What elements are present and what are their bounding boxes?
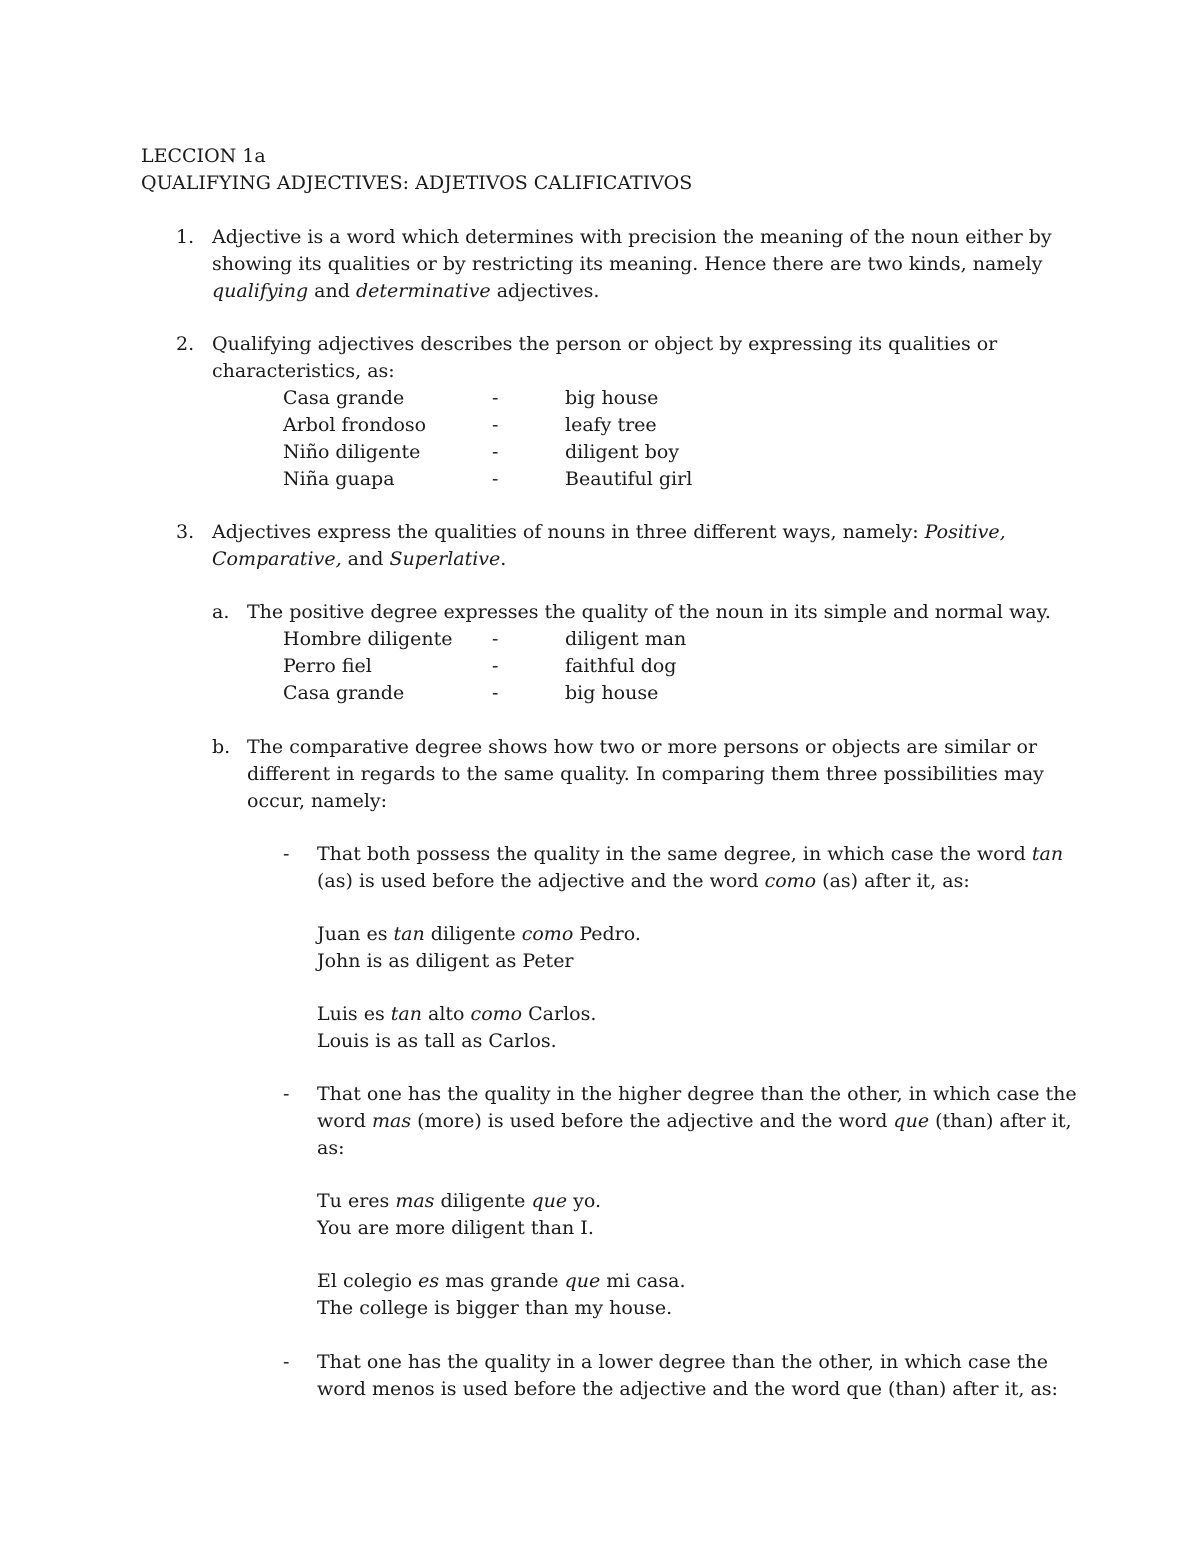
- term-superlative: Superlative: [389, 548, 501, 570]
- example-dash: -: [492, 387, 499, 409]
- term-que: que: [564, 1270, 601, 1292]
- page-title: QUALIFYING ADJECTIVES: ADJETIVOS CALIFICATIVOS: [141, 172, 693, 194]
- sentence-part: Luis es: [317, 1003, 385, 1025]
- example-spanish: Niño diligente: [283, 441, 421, 463]
- term-que: que: [531, 1190, 568, 1212]
- example-english: diligent boy: [565, 441, 680, 463]
- example-sentence: [317, 1188, 601, 1215]
- sentence-part: alto: [428, 1003, 465, 1025]
- bullet-dash: -: [283, 1083, 290, 1105]
- text-period: .: [500, 548, 507, 570]
- bullet-1-line-1: [317, 841, 1063, 868]
- example-english: diligent man: [565, 628, 687, 650]
- term-determinative: determinative: [355, 280, 491, 302]
- example-translation: Louis is as tall as Carlos.: [317, 1030, 557, 1052]
- example-english: Beautiful girl: [565, 468, 693, 490]
- term-mas: mas: [372, 1110, 412, 1132]
- example-english: faithful dog: [565, 655, 677, 677]
- sentence-part: Tu eres: [317, 1190, 390, 1212]
- example-dash: -: [492, 441, 499, 463]
- text-and: and: [347, 548, 384, 570]
- bullet-1-line-2: [317, 868, 970, 895]
- item-3-number: 3.: [176, 521, 195, 543]
- example-translation: John is as diligent as Peter: [317, 950, 574, 972]
- term-como: como: [764, 870, 817, 892]
- term-comparative: Comparative,: [212, 548, 342, 570]
- term-como: como: [521, 923, 574, 945]
- sub-b-line-2: different in regards to the same quality. In comparing them three possibilities may: [247, 763, 1044, 785]
- bullet-2-line-1: That one has the quality in the higher degree than the other, in which case the: [317, 1083, 1077, 1105]
- item-1-line-1: Adjective is a word which determines with precision the meaning of the noun either by: [212, 226, 1052, 248]
- item-2-line-2: characteristics, as:: [212, 360, 395, 382]
- bullet-dash: -: [283, 843, 290, 865]
- example-sentence: [317, 921, 641, 948]
- bullet-1-text: (as) is used before the adjective and the word: [317, 870, 759, 892]
- sub-a-label: a.: [212, 601, 230, 623]
- example-spanish: Casa grande: [283, 387, 405, 409]
- sentence-part: yo.: [573, 1190, 602, 1212]
- example-translation: The college is bigger than my house.: [317, 1297, 673, 1319]
- item-2-line-1: Qualifying adjectives describes the person or object by expressing its qualities or: [212, 333, 998, 355]
- sub-b-line-1: The comparative degree shows how two or more persons or objects are similar or: [247, 736, 1038, 758]
- term-positive: Positive,: [924, 521, 1006, 543]
- bullet-2-text: (more) is used before the adjective and the word: [417, 1110, 888, 1132]
- bullet-3-line-1: That one has the quality in a lower degree than the other, in which case the: [317, 1351, 1048, 1373]
- sentence-part: diligente: [430, 923, 516, 945]
- bullet-2-line-2: [317, 1108, 1072, 1135]
- term-como: como: [470, 1003, 523, 1025]
- bullet-1-text: (as) after it, as:: [822, 870, 970, 892]
- term-mas: mas: [395, 1190, 435, 1212]
- example-dash: -: [492, 628, 499, 650]
- item-2-number: 2.: [176, 333, 195, 355]
- sentence-part: mi casa.: [606, 1270, 686, 1292]
- item-1-number: 1.: [176, 226, 195, 248]
- item-3-line-1: [212, 519, 1006, 546]
- sentence-part: Juan es: [317, 923, 388, 945]
- example-dash: -: [492, 468, 499, 490]
- item-3-line-2: [212, 546, 506, 573]
- example-translation: You are more diligent than I.: [317, 1217, 594, 1239]
- term-es: es: [418, 1270, 440, 1292]
- example-dash: -: [492, 655, 499, 677]
- sentence-part: mas grande: [445, 1270, 559, 1292]
- example-sentence: [317, 1001, 596, 1028]
- bullet-1-text: That both possess the quality in the same degree, in which case the word: [317, 843, 1026, 865]
- lesson-label: LECCION 1a: [141, 145, 266, 167]
- sub-b-label: b.: [212, 736, 231, 758]
- example-spanish: Perro fiel: [283, 655, 372, 677]
- sentence-part: Carlos.: [528, 1003, 597, 1025]
- item-3-text: Adjectives express the qualities of nouns in three different ways, namely:: [212, 521, 919, 543]
- term-tan: tan: [393, 923, 425, 945]
- sentence-part: diligente: [440, 1190, 526, 1212]
- example-english: big house: [565, 387, 659, 409]
- example-dash: -: [492, 682, 499, 704]
- bullet-3-line-2: word menos is used before the adjective and the word que (than) after it, as:: [317, 1378, 1058, 1400]
- term-que: que: [893, 1110, 930, 1132]
- term-qualifying: qualifying: [212, 280, 309, 302]
- term-tan: tan: [390, 1003, 422, 1025]
- example-dash: -: [492, 414, 499, 436]
- sentence-part: El colegio: [317, 1270, 413, 1292]
- bullet-2-line-3: as:: [317, 1137, 345, 1159]
- bullet-2-text: word: [317, 1110, 366, 1132]
- item-1-line-3: [212, 278, 599, 305]
- example-spanish: Niña guapa: [283, 468, 395, 490]
- bullet-dash: -: [283, 1351, 290, 1373]
- item-1-line-2: showing its qualities or by restricting its meaning. Hence there are two kinds, namely: [212, 253, 1043, 275]
- sub-a-text: The positive degree expresses the quality of the noun in its simple and normal way.: [247, 601, 1051, 623]
- example-spanish: Arbol frondoso: [283, 414, 427, 436]
- example-spanish: Casa grande: [283, 682, 405, 704]
- example-english: big house: [565, 682, 659, 704]
- text-and: and: [314, 280, 350, 302]
- example-spanish: Hombre diligente: [283, 628, 453, 650]
- example-english: leafy tree: [565, 414, 657, 436]
- bullet-2-text: (than) after it,: [935, 1110, 1072, 1132]
- example-sentence: [317, 1268, 686, 1295]
- sentence-part: Pedro.: [579, 923, 641, 945]
- text-adjectives: adjectives.: [496, 280, 600, 302]
- sub-b-line-3: occur, namely:: [247, 790, 388, 812]
- term-tan: tan: [1031, 843, 1064, 865]
